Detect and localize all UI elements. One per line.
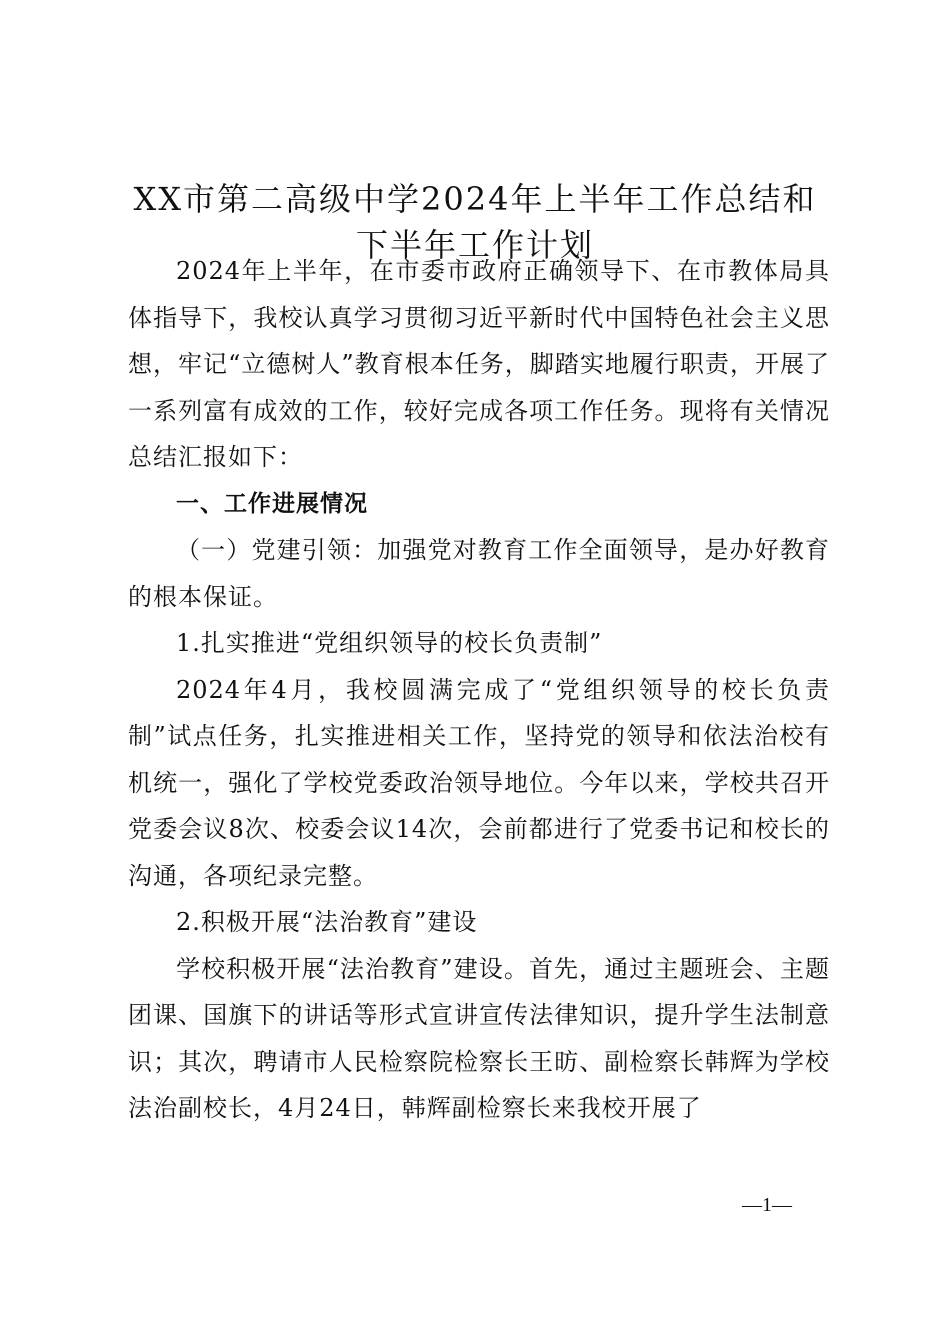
section-heading-work-progress: 一、工作进展情况 — [176, 490, 368, 517]
item-heading-principal-responsibility: 1.扎实推进“党组织领导的校长负责制” — [176, 629, 603, 657]
item-heading-legal-education: 2.积极开展“法治教育”建设 — [176, 908, 478, 936]
title-line-2: 下半年工作计划 — [355, 226, 594, 264]
subsection-heading-party-building: （一）党建引领：加强党对教育工作全面领导，是办好教育的根本保证。 — [128, 536, 830, 611]
document-body — [128, 248, 830, 1132]
legal-education-paragraph: 学校积极开展“法治教育”建设。首先，通过主题班会、主题团课、国旗下的讲话等形式宣讲宣传法律知识，提升学生法制意识；其次，聘请市人民检察院检察长王昉、副检察长韩辉为学校法治副校长，4月24日，韩辉副检察长来我校开展了 — [128, 954, 830, 1122]
principal-responsibility-paragraph: 2024年4月，我校圆满完成了“党组织领导的校长负责制”试点任务，扎实推进相关工作，坚持党的领导和依法治校有机统一，强化了学校党委政治领导地位。今年以来，学校共召开党委会议8次、校委会议14次，会前都进行了党委书记和校长的沟通，各项纪录完整。 — [128, 675, 830, 890]
page-number: —1— — [742, 1194, 792, 1216]
title-line-1: XX市第二高级中学2024年上半年工作总结和 — [133, 180, 817, 218]
intro-paragraph: 2024年上半年，在市委市政府正确领导下、在市教体局具体指导下，我校认真学习贯彻习近平新时代中国特色社会主义思想，牢记“立德树人”教育根本任务，脚踏实地履行职责，开展了一系列富有成效的工作，较好完成各项工作任务。现将有关情况总结汇报如下： — [128, 257, 830, 471]
